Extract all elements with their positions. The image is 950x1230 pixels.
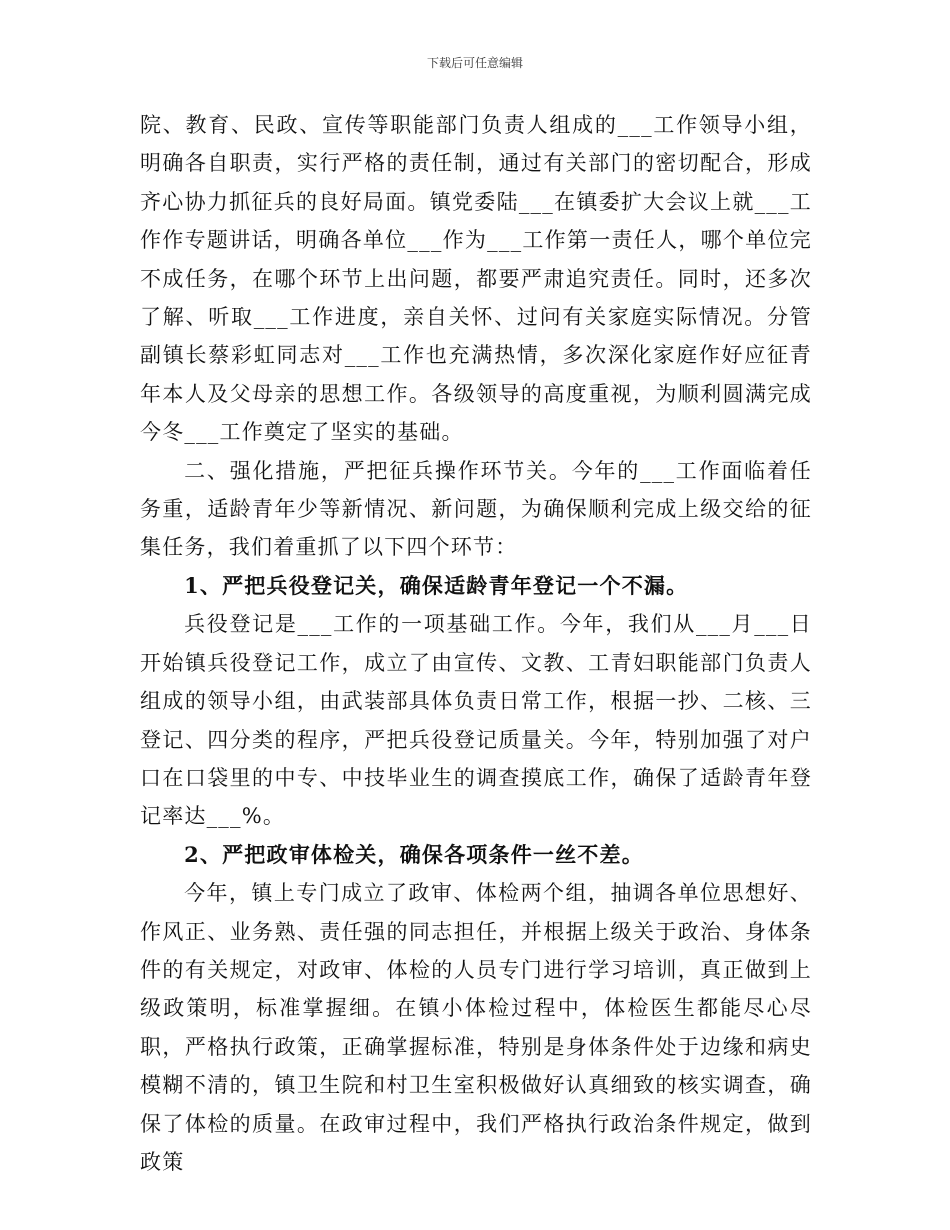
paragraph-political-physical: 今年，镇上专门成立了政审、体检两个组，抽调各单位思想好、作风正、业务熟、责任强的同志担任，并根据上级关于政治、身体条件的有关规定，对政审、体检的人员专门进行学习培训，真正做到上级政策明，标准掌握细。在镇小体检过程中，体检医生都能尽心尽职，严格执行政策，正确掌握标准，特别是身体条件处于边缘和病史模糊不清的，镇卫生院和村卫生室积极做好认真细致的核实调查，确保了体检的质量。在政审过程中，我们严格执行政治条件规定，做到政策 xyxy=(140,881,812,1174)
paragraph-registration: 兵役登记是___工作的一项基础工作。今年，我们从___月___日开始镇兵役登记工作，成立了由宣传、文教、工青妇职能部门负责人组成的领导小组，由武装部具体负责日常工作，根据一抄、二核、三登记、四分类的程序，严把兵役登记质量关。今年，特别加强了对户口在口袋里的中专、中技毕业生的调查摸底工作，确保了适龄青年登记率达___%。 xyxy=(140,612,812,829)
heading-registration: 1、严把兵役登记关，确保适龄青年登记一个不漏。 xyxy=(184,572,689,598)
paragraph-measures: 二、强化措施，严把征兵操作环节关。今年的___工作面临着任务重，适龄青年少等新情况、新问题，为确保顺利完成上级交给的征集任务，我们着重抓了以下四个环节： xyxy=(140,458,812,560)
document-body xyxy=(140,106,812,1181)
paragraph-leadership: 院、教育、民政、宣传等职能部门负责人组成的___工作领导小组，明确各自职责，实行严格的责任制，通过有关部门的密切配合，形成齐心协力抓征兵的良好局面。镇党委陆___在镇委扩大会议上就___工作作专题讲话，明确各单位___作为___工作第一责任人，哪个单位完不成任务，在哪个环节上出问题，都要严肃追究责任。同时，还多次了解、听取___工作进度，亲自关怀、过问有关家庭实际情况。分管副镇长蔡彩虹同志对___工作也充满热情，多次深化家庭作好应征青年本人及父母亲的思想工作。各级领导的高度重视，为顺利圆满完成今冬___工作奠定了坚实的基础。 xyxy=(140,113,812,445)
page-header-note: 下载后可任意编辑 xyxy=(426,56,523,70)
heading-political-physical: 2、严把政审体检关，确保各项条件一丝不差。 xyxy=(184,841,644,867)
